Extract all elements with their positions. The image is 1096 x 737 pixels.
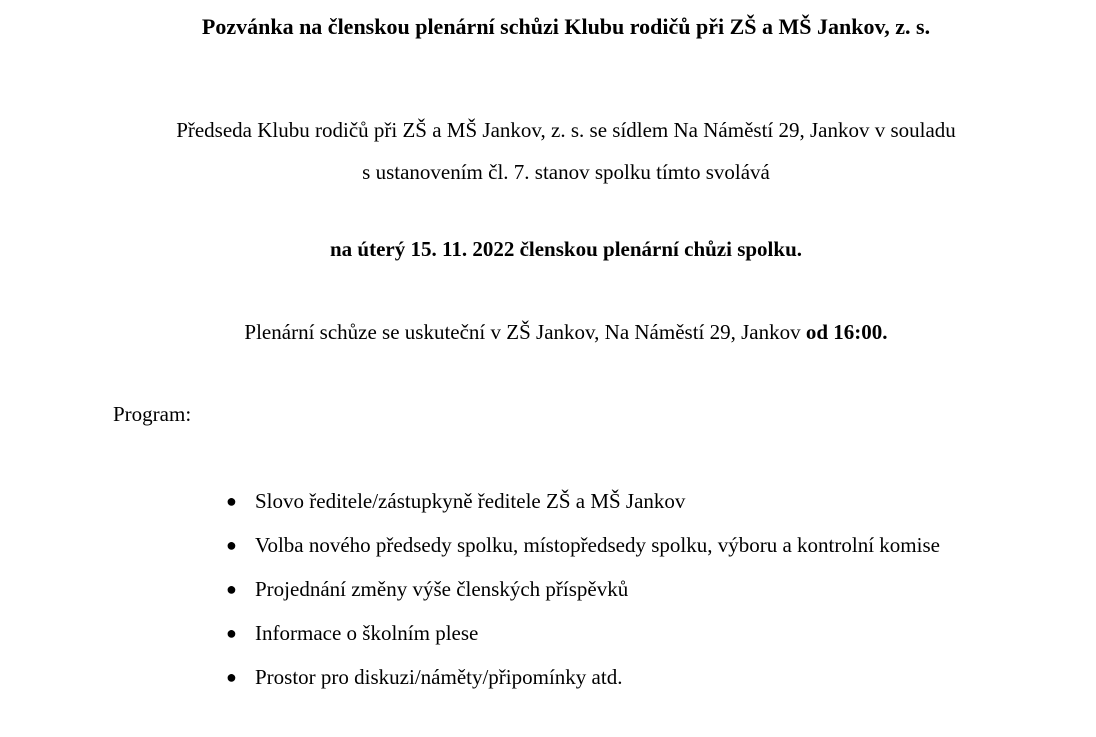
agenda-item <box>0 612 1096 654</box>
meeting-venue <box>0 316 1096 348</box>
bullet-icon: ● <box>226 579 237 599</box>
agenda-item-text: Prostor pro diskuzi/náměty/připomínky atd. <box>255 665 623 689</box>
agenda-item-text: Informace o školním plese <box>255 621 479 645</box>
agenda-item-text: Projednání změny výše členských příspěvků <box>255 577 629 601</box>
intro-line-1: Předseda Klubu rodičů při ZŠ a MŠ Jankov, z. s. se sídlem Na Náměstí 29, Jankov v souladu <box>176 118 956 142</box>
agenda-item <box>0 656 1096 698</box>
agenda-item-text: Slovo ředitele/zástupkyně ředitele ZŠ a MŠ Jankov <box>255 489 686 513</box>
agenda-item <box>0 524 1096 566</box>
venue-time: od 16:00. <box>805 320 888 344</box>
document-title: Pozvánka na členskou plenární schůzi Klubu rodičů při ZŠ a MŠ Jankov, z. s. <box>201 14 931 39</box>
agenda-item <box>0 568 1096 610</box>
meeting-date: na úterý 15. 11. 2022 členskou plenární chůzi spolku. <box>330 237 802 261</box>
intro-line-2: s ustanovením čl. 7. stanov spolku tímto svolává <box>362 160 770 184</box>
bullet-icon: ● <box>226 623 237 643</box>
bullet-icon: ● <box>226 667 237 687</box>
intro-paragraph <box>0 109 1096 193</box>
bullet-icon: ● <box>226 491 237 511</box>
venue-text: Plenární schůze se uskuteční v ZŠ Jankov, Na Náměstí 29, Jankov <box>244 320 806 344</box>
agenda-item <box>0 480 1096 522</box>
agenda-item-text: Volba nového předsedy spolku, místopředsedy spolku, výboru a kontrolní komise <box>255 533 940 557</box>
bullet-icon: ● <box>226 535 237 555</box>
agenda-list <box>0 480 1096 700</box>
program-label: Program: <box>113 402 192 426</box>
